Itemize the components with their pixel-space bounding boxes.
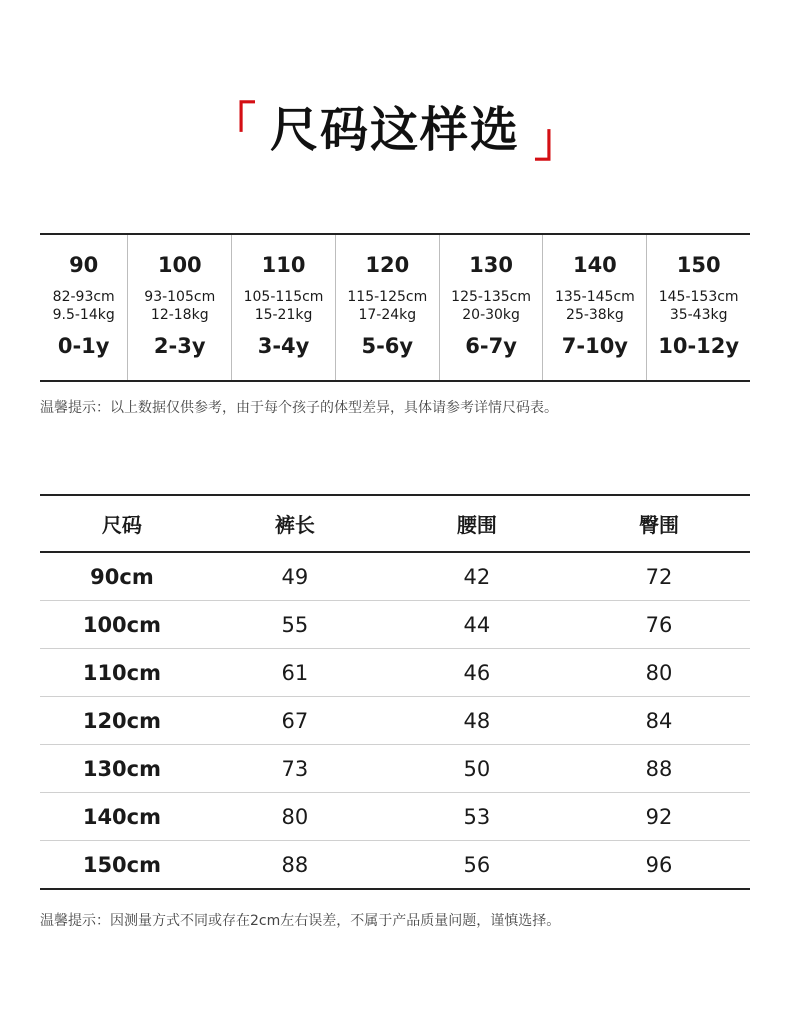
cell-hip: 92 [645, 804, 673, 829]
height-range: 135-145cm [554, 289, 635, 305]
weight-range: 25-38kg [566, 307, 624, 323]
cell-size: 150cm [82, 852, 161, 877]
weight-range: 9.5-14kg [52, 307, 115, 323]
right-bracket: 」 [534, 113, 580, 167]
cell-size: 100cm [82, 612, 161, 637]
age-range: 2-3y [153, 334, 206, 358]
cell-length: 49 [281, 564, 309, 589]
size-label: 120 [365, 253, 410, 277]
size-column [127, 235, 231, 380]
table-row [40, 697, 750, 745]
cell-hip: 96 [645, 852, 673, 877]
table-row [40, 793, 750, 841]
cell-length: 80 [281, 804, 309, 829]
cell-length: 67 [281, 708, 309, 733]
weight-range: 12-18kg [150, 307, 209, 323]
cell-waist: 48 [463, 708, 491, 733]
weight-range: 20-30kg [462, 307, 520, 323]
header-waist: 腰围 [456, 513, 497, 537]
age-range: 6-7y [465, 334, 517, 358]
header-size: 尺码 [101, 513, 142, 537]
weight-range: 35-43kg [669, 307, 728, 323]
table-row [40, 745, 750, 793]
size-column [40, 235, 127, 380]
age-range: 0-1y [57, 334, 110, 358]
cell-hip: 80 [645, 660, 673, 685]
cell-waist: 42 [463, 564, 491, 589]
age-range: 10-12y [658, 334, 740, 358]
age-range: 3-4y [257, 334, 310, 358]
height-range: 93-105cm [144, 289, 216, 305]
measurement-table [40, 494, 750, 890]
size-label: 110 [261, 253, 306, 277]
header-length: 裤长 [274, 513, 315, 537]
height-range: 125-135cm [451, 289, 532, 305]
table-row [40, 841, 750, 888]
size-label: 140 [572, 253, 617, 277]
title-text: 尺码这样选 [269, 102, 520, 158]
table-header [40, 496, 750, 553]
header-hip: 臀围 [638, 513, 679, 537]
age-range: 7-10y [561, 334, 628, 358]
page-title [0, 95, 790, 165]
cell-length: 73 [281, 756, 309, 781]
measurement-note: 温馨提示：因测量方式不同或存在2cm左右误差，不属于产品质量问题，谨慎选择。 [40, 913, 561, 929]
weight-range: 17-24kg [358, 307, 417, 323]
height-range: 115-125cm [347, 289, 428, 305]
size-label: 90 [69, 253, 99, 277]
cell-waist: 53 [463, 804, 491, 829]
table-row [40, 553, 750, 601]
cell-hip: 88 [645, 756, 673, 781]
height-range: 105-115cm [243, 289, 324, 305]
cell-waist: 46 [463, 660, 491, 685]
cell-waist: 50 [463, 756, 491, 781]
size-column [646, 235, 750, 380]
size-column [231, 235, 335, 380]
age-range: 5-6y [361, 334, 414, 358]
size-label: 130 [469, 253, 514, 277]
table-row [40, 601, 750, 649]
cell-size: 130cm [82, 756, 161, 781]
cell-waist: 44 [463, 612, 491, 637]
cell-size: 110cm [82, 660, 161, 685]
size-label: 150 [676, 253, 721, 277]
cell-size: 140cm [82, 804, 161, 829]
height-range: 82-93cm [52, 289, 115, 305]
size-chart-note: 温馨提示：以上数据仅供参考，由于每个孩子的体型差异，具体请参考详情尺码表。 [40, 400, 558, 416]
cell-waist: 56 [463, 852, 491, 877]
size-column [335, 235, 439, 380]
size-label: 100 [157, 253, 202, 277]
cell-length: 88 [281, 852, 309, 877]
size-chart [40, 233, 750, 382]
table-row [40, 649, 750, 697]
weight-range: 15-21kg [254, 307, 313, 323]
cell-length: 61 [281, 660, 309, 685]
cell-size: 90cm [90, 564, 154, 589]
cell-hip: 76 [645, 612, 673, 637]
left-bracket: 「 [209, 97, 256, 151]
size-column [542, 235, 646, 380]
cell-hip: 84 [645, 708, 673, 733]
cell-size: 120cm [82, 708, 161, 733]
height-range: 145-153cm [658, 289, 739, 305]
cell-length: 55 [281, 612, 309, 637]
size-column [439, 235, 543, 380]
cell-hip: 72 [645, 564, 673, 589]
